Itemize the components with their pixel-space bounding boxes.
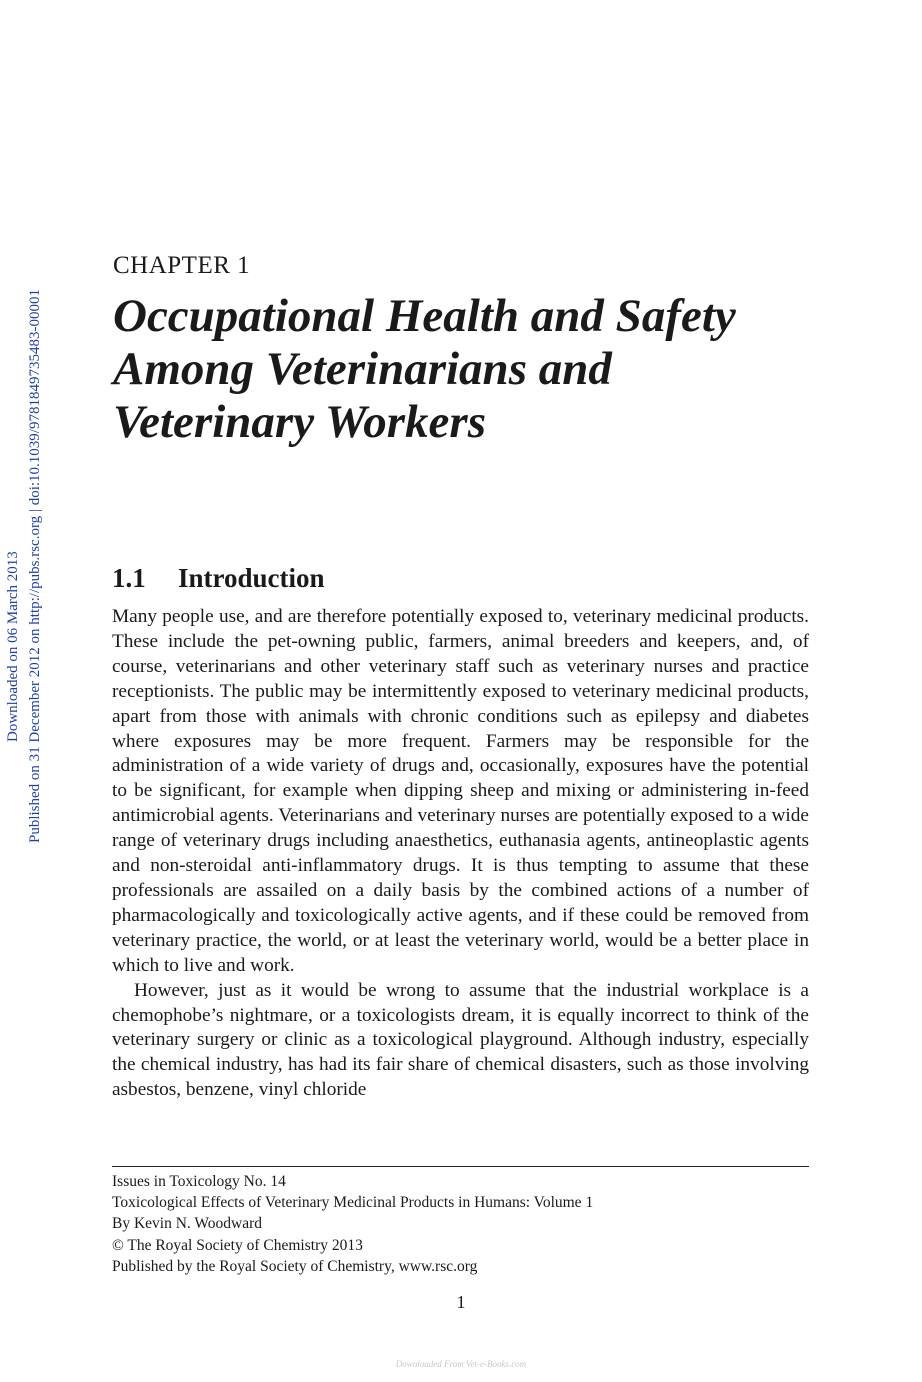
- section-number: 1.1: [112, 563, 146, 593]
- watermark: Downloaded From Vet-e-Books.com: [395, 1359, 527, 1369]
- chapter-title-line: Occupational Health and Safety: [113, 290, 736, 342]
- series-line: Issues in Toxicology No. 14: [112, 1173, 286, 1190]
- page-number: 1: [456, 1292, 466, 1312]
- chapter-label: CHAPTER 1: [113, 252, 251, 279]
- paragraph: However, just as it would be wrong to assume that the industrial workplace is a chemophobe’s nightmare, or a toxicologists dream, it is equally incorrect to think of the veterinary surgery or clinic as a toxicological playground. Although industry, especially the chemical industry, has had its fair share of chemical disasters, such as those involving asbestos, benzene, vinyl chloride: [112, 979, 809, 1101]
- book-title-line: Toxicological Effects of Veterinary Medicinal Products in Humans: Volume 1: [112, 1194, 594, 1212]
- downloaded-date-note: Downloaded on 06 March 2013: [5, 551, 21, 742]
- chapter-title-line: Among Veterinarians and: [113, 343, 612, 395]
- footer-info: [112, 1171, 809, 1277]
- footer-divider: [112, 1166, 809, 1167]
- published-doi-note[interactable]: Published on 31 December 2012 on http://pubs.rsc.org | doi:10.1039/9781849735483-00001: [27, 289, 43, 843]
- chapter-title: [113, 290, 833, 449]
- side-download-note: [0, 0, 50, 1382]
- copyright-line: © The Royal Society of Chemistry 2013: [112, 1236, 363, 1254]
- author-line: By Kevin N. Woodward: [112, 1215, 263, 1233]
- section-heading: [112, 562, 325, 594]
- chapter-title-line: Veterinary Workers: [113, 396, 486, 448]
- section-title: Introduction: [178, 563, 325, 593]
- body-text: [112, 605, 809, 1103]
- paragraph: Many people use, and are therefore potentially exposed to, veterinary medicinal products. These include the pet-owning public, farmers, animal breeders and keepers, and, of course, veterinarians and other veterinary staff such as veterinary nurses and practice receptionists. The public may be intermittently exposed to veterinary medicinal products, apart from those with animals with chronic conditions such as epilepsy and diabetes where exposures may be more frequent. Farmers may be responsible for the administration of a wide variety of drugs and, occasionally, exposures have the potential to be significant, for example when dipping sheep and mixing or administering in-feed antimicrobial agents. Veterinarians and veterinary nurses are potentially exposed to a wide range of veterinary drugs including anaesthetics, euthanasia agents, antineoplastic agents and non-steroidal anti-inflammatory drugs. It is thus tempting to assume that these professionals are assailed on a daily basis by the combined actions of a number of pharmacologically and toxicologically active agents, and if these could be removed from veterinary practice, the world, or at least the veterinary world, would be a better place in which to live and work.: [112, 606, 809, 976]
- publisher-line[interactable]: Published by the Royal Society of Chemistry, www.rsc.org: [112, 1257, 478, 1275]
